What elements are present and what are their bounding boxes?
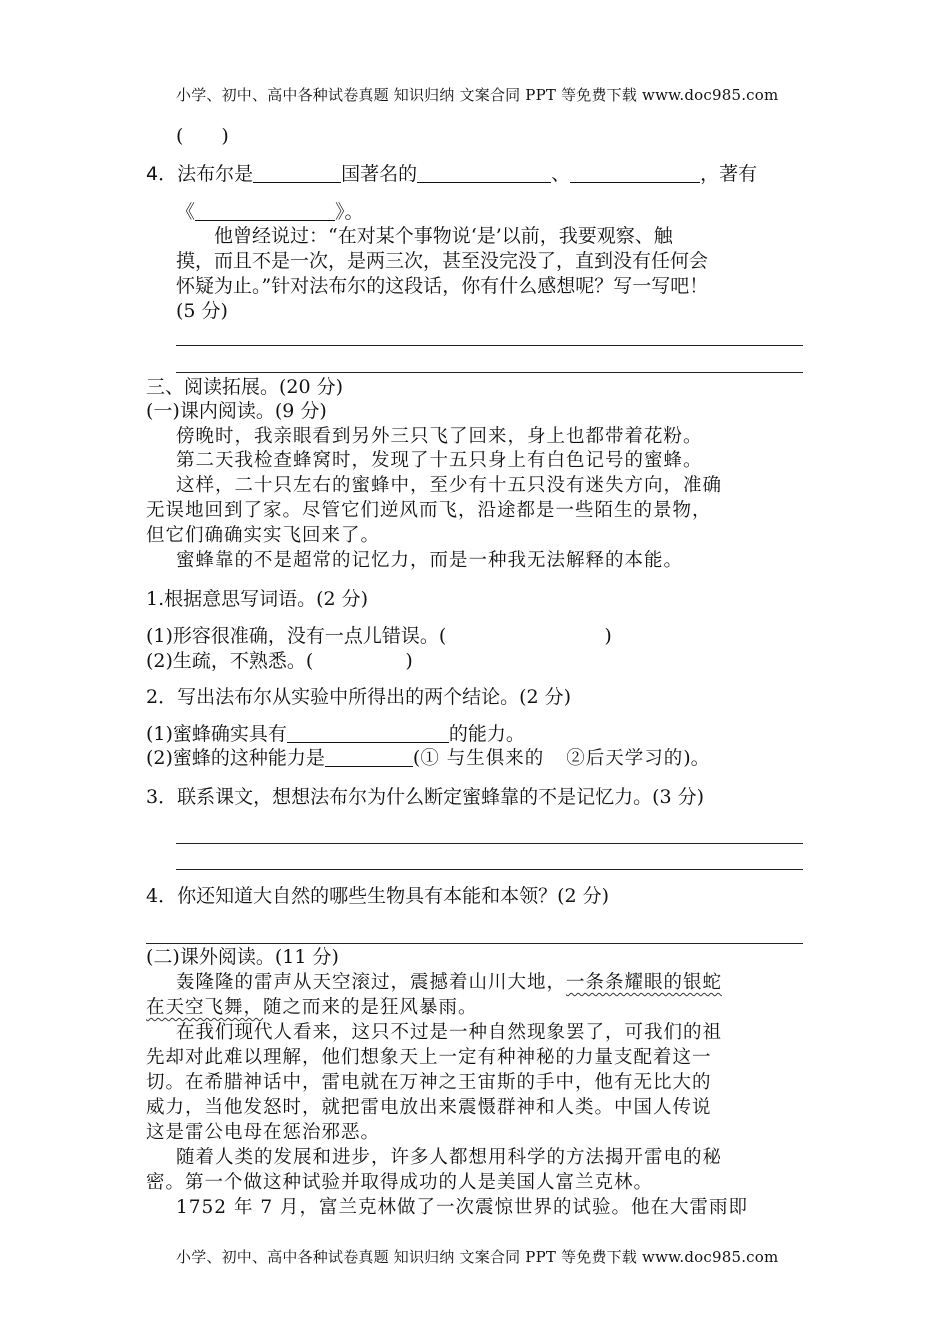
quote-line-3: 怀疑为止。”针对法布尔的这段话，你有什么感想呢？写一写吧！ [176,275,709,297]
book-bracket-open: 《 [176,201,196,223]
passage-line [146,995,478,1020]
answer-line[interactable] [176,372,803,373]
quote-line-1: 他曾经说过：“在对某个事物说‘是’以前，我要观察、触 [214,225,673,247]
book-bracket-close: 》。 [335,201,364,223]
blank-profession-1[interactable] [417,162,551,183]
question-number: 4． [146,163,178,185]
option-1: ① 与生俱来的 [420,748,545,769]
passage-line: 1752 年 7 月，富兰克林做了一次震惊世界的试验。他在大雷雨即 [176,1197,748,1218]
wavy-underlined-text: 一条条耀眼的银蛇 [566,972,723,993]
subsection-title: (一)课内阅读。(9 分) [146,400,327,422]
question-title: 4．你还知道大自然的哪些生物具有本能和本领？(2 分) [146,885,610,907]
paren-open: ( [412,747,421,769]
blank-choice[interactable] [325,746,413,767]
passage-line: 无误地回到了家。尽管它们逆风而飞，沿途都是一些陌生的景物， [146,500,712,521]
passage-line: 蜜蜂靠的不是超常的记忆力，而是一种我无法解释的本能。 [176,550,684,571]
quote-line-2: 摸，而且不是一次，是两三次，甚至没完没了，直到没有任何会 [176,250,709,272]
question-title: 3．联系课文，想想法布尔为什么断定蜜蜂靠的不是记忆力。(3 分) [146,786,705,808]
passage-line: 在我们现代人看来，这只不过是一种自然现象罢了，可我们的祖 [176,1022,723,1043]
blank-country[interactable] [253,162,341,183]
item-text: (1)形容很准确，没有一点儿错误。( [146,625,447,647]
separator: 、 [551,163,571,185]
score-label: (5 分) [176,300,228,322]
item-text: (2)蜜蜂的这种能力是 [146,747,325,769]
passage-line: 切。在希腊神话中，雷电就在万神之王宙斯的手中，他有无比大的 [146,1072,712,1093]
passage-line [176,970,722,995]
passage-text: 随之而来的是狂风暴雨。 [263,997,478,1018]
page-header: 小学、初中、高中各种试卷真题 知识归纳 文案合同 PPT 等免费下载 www.doc985.com [176,86,779,104]
paren-close: )。 [683,747,710,769]
passage-line: 第二天我检查蜂窝时，发现了十五只身上有白色记号的蜜蜂。 [176,450,703,471]
section-title: 三、阅读拓展。(20 分) [146,376,344,398]
question-text: 法布尔是 [177,163,254,185]
q1-item-1 [146,624,612,649]
answer-line[interactable] [176,345,803,346]
item-text: (2)生疏，不熟悉。( [146,650,314,672]
answer-line[interactable] [176,869,803,870]
question-title: 1.根据意思写词语。(2 分) [146,588,369,610]
question-title: 2．写出法布尔从实验中所得出的两个结论。(2 分) [146,686,572,708]
q1-item-2 [146,649,413,674]
answer-line[interactable] [176,843,803,844]
answer-paren: ( ) [176,125,229,147]
wavy-underlined-text: 在天空飞舞， [146,997,264,1018]
question-text: ，著有 [700,163,758,185]
subsection-title: (二)课外阅读。(11 分) [146,946,339,968]
question-text: 国著名的 [341,163,418,185]
item-text: (1)蜜蜂确实具有 [146,723,287,745]
q2-item-1 [146,722,525,747]
blank-book-title[interactable] [195,200,335,221]
book-title-line [176,200,364,225]
answer-line[interactable] [146,943,803,944]
passage-line: 但它们确确实实飞回来了。 [146,525,381,546]
blank-ability[interactable] [287,722,449,743]
passage-line: 先却对此难以理解，他们想象天上一定有种神秘的力量支配着这一 [146,1047,712,1068]
passage-line: 这是雷公电母在惩治邪恶。 [146,1122,381,1143]
paren-close: ) [405,650,413,672]
question-4 [146,162,757,187]
passage-line: 威力，当他发怒时，就把雷电放出来震慑群神和人类。中国人传说 [146,1097,712,1118]
item-text: 的能力。 [448,723,525,745]
passage-text: 轰隆隆的雷声从天空滚过，震撼着山川大地， [176,972,567,993]
passage-line: 密。第一个做这种试验并取得成功的人是美国人富兰克林。 [146,1172,654,1193]
page-footer: 小学、初中、高中各种试卷真题 知识归纳 文案合同 PPT 等免费下载 www.doc985.com [176,1248,779,1266]
passage-line: 这样，二十只左右的蜜蜂中，至少有十五只没有迷失方向，准确 [176,475,723,496]
passage-line: 随着人类的发展和进步，许多人都想用科学的方法揭开雷电的秘 [176,1147,723,1168]
passage-line: 傍晚时，我亲眼看到另外三只飞了回来，身上也都带着花粉。 [176,426,703,447]
blank-profession-2[interactable] [570,162,700,183]
q2-item-2 [146,746,710,771]
paren-close: ) [604,625,612,647]
option-2: ②后天学习的 [566,748,684,769]
